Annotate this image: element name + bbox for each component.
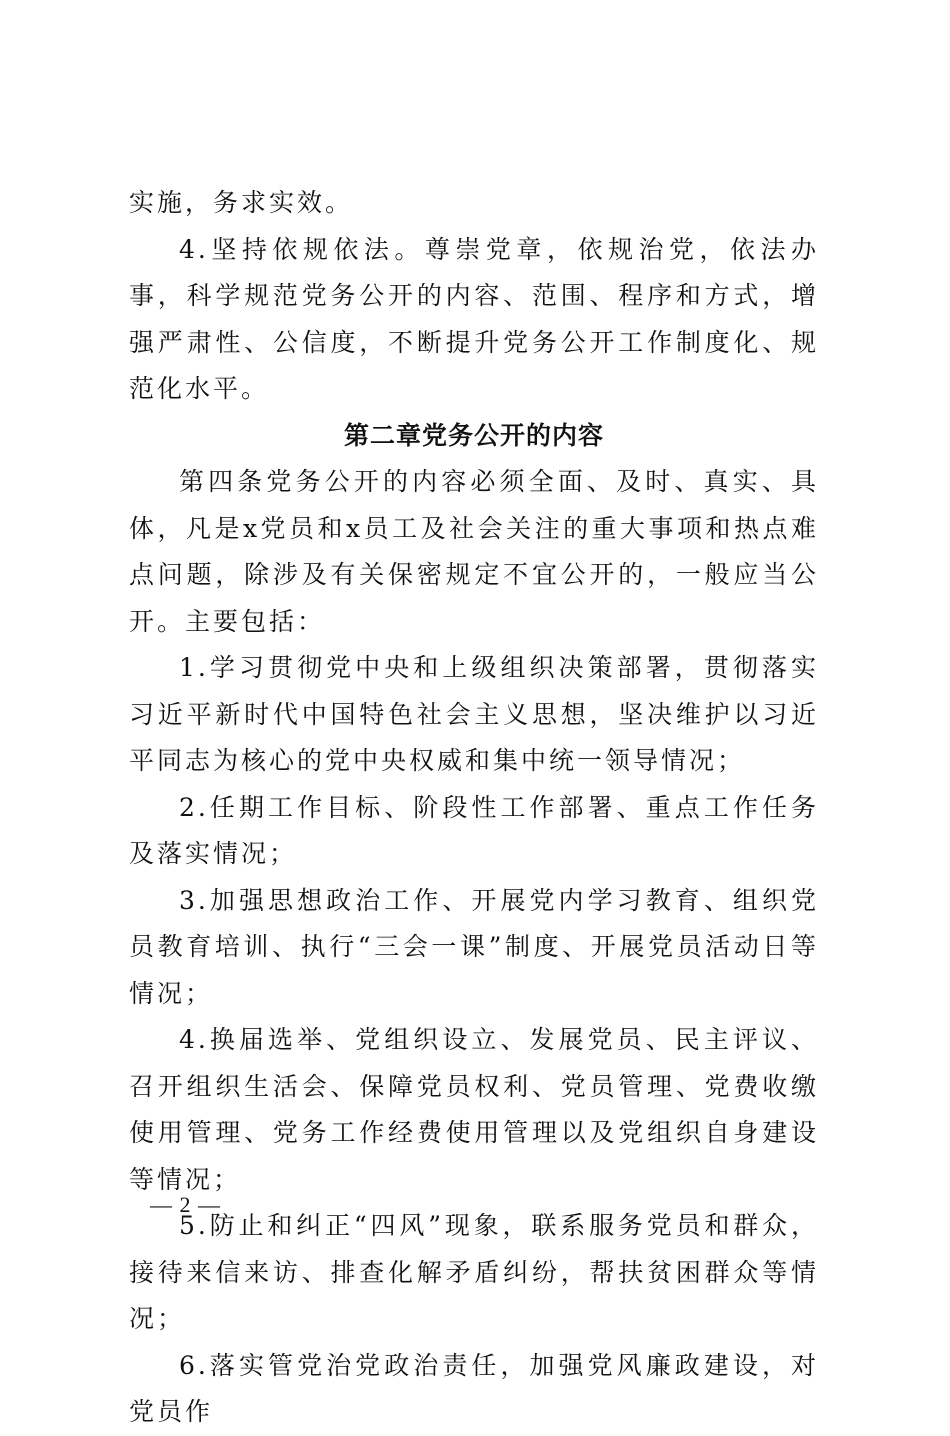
list-item-3: 3.加强思想政治工作、开展党内学习教育、组织党员教育培训、执行“三会一课”制度、开展党员活动日等情况；	[129, 885, 819, 1008]
list-item-5: 5.防止和纠正“四风”现象，联系服务党员和群众，接待来信来访、排查化解矛盾纠纷，帮扶贫困群众等情况；	[129, 1211, 819, 1333]
page-number: — 2 —	[150, 1192, 221, 1217]
document-body	[129, 180, 819, 1436]
paragraph-article-4: 第四条党务公开的内容必须全面、及时、真实、具体，凡是x党员和x员工及社会关注的重大事项和热点难点问题，除涉及有关保密规定不宜公开的，一般应当公开。主要包括：	[129, 467, 819, 636]
list-item-4: 4.换届选举、党组织设立、发展党员、民主评议、召开组织生活会、保障党员权利、党员管理、党费收缴使用管理、党务工作经费使用管理以及党组织自身建设等情况；	[129, 1025, 819, 1194]
chapter-heading: 第二章党务公开的内容	[343, 420, 604, 450]
paragraph-continuation: 实施，务求实效。	[129, 188, 354, 217]
list-item-2: 2.任期工作目标、阶段性工作部署、重点工作任务及落实情况；	[129, 792, 819, 868]
paragraph-principle-4: 4.坚持依规依法。尊崇党章，依规治党，依法办事，科学规范党务公开的内容、范围、程序和方式，增强严肃性、公信度，不断提升党务公开工作制度化、规范化水平。	[129, 234, 819, 403]
list-item-6: 6.落实管党治党政治责任，加强党风廉政建设，对党员作	[129, 1350, 819, 1426]
list-item-1: 1.学习贯彻党中央和上级组织决策部署，贯彻落实习近平新时代中国特色社会主义思想，坚决维护以习近平同志为核心的党中央权威和集中统一领导情况；	[129, 653, 819, 775]
